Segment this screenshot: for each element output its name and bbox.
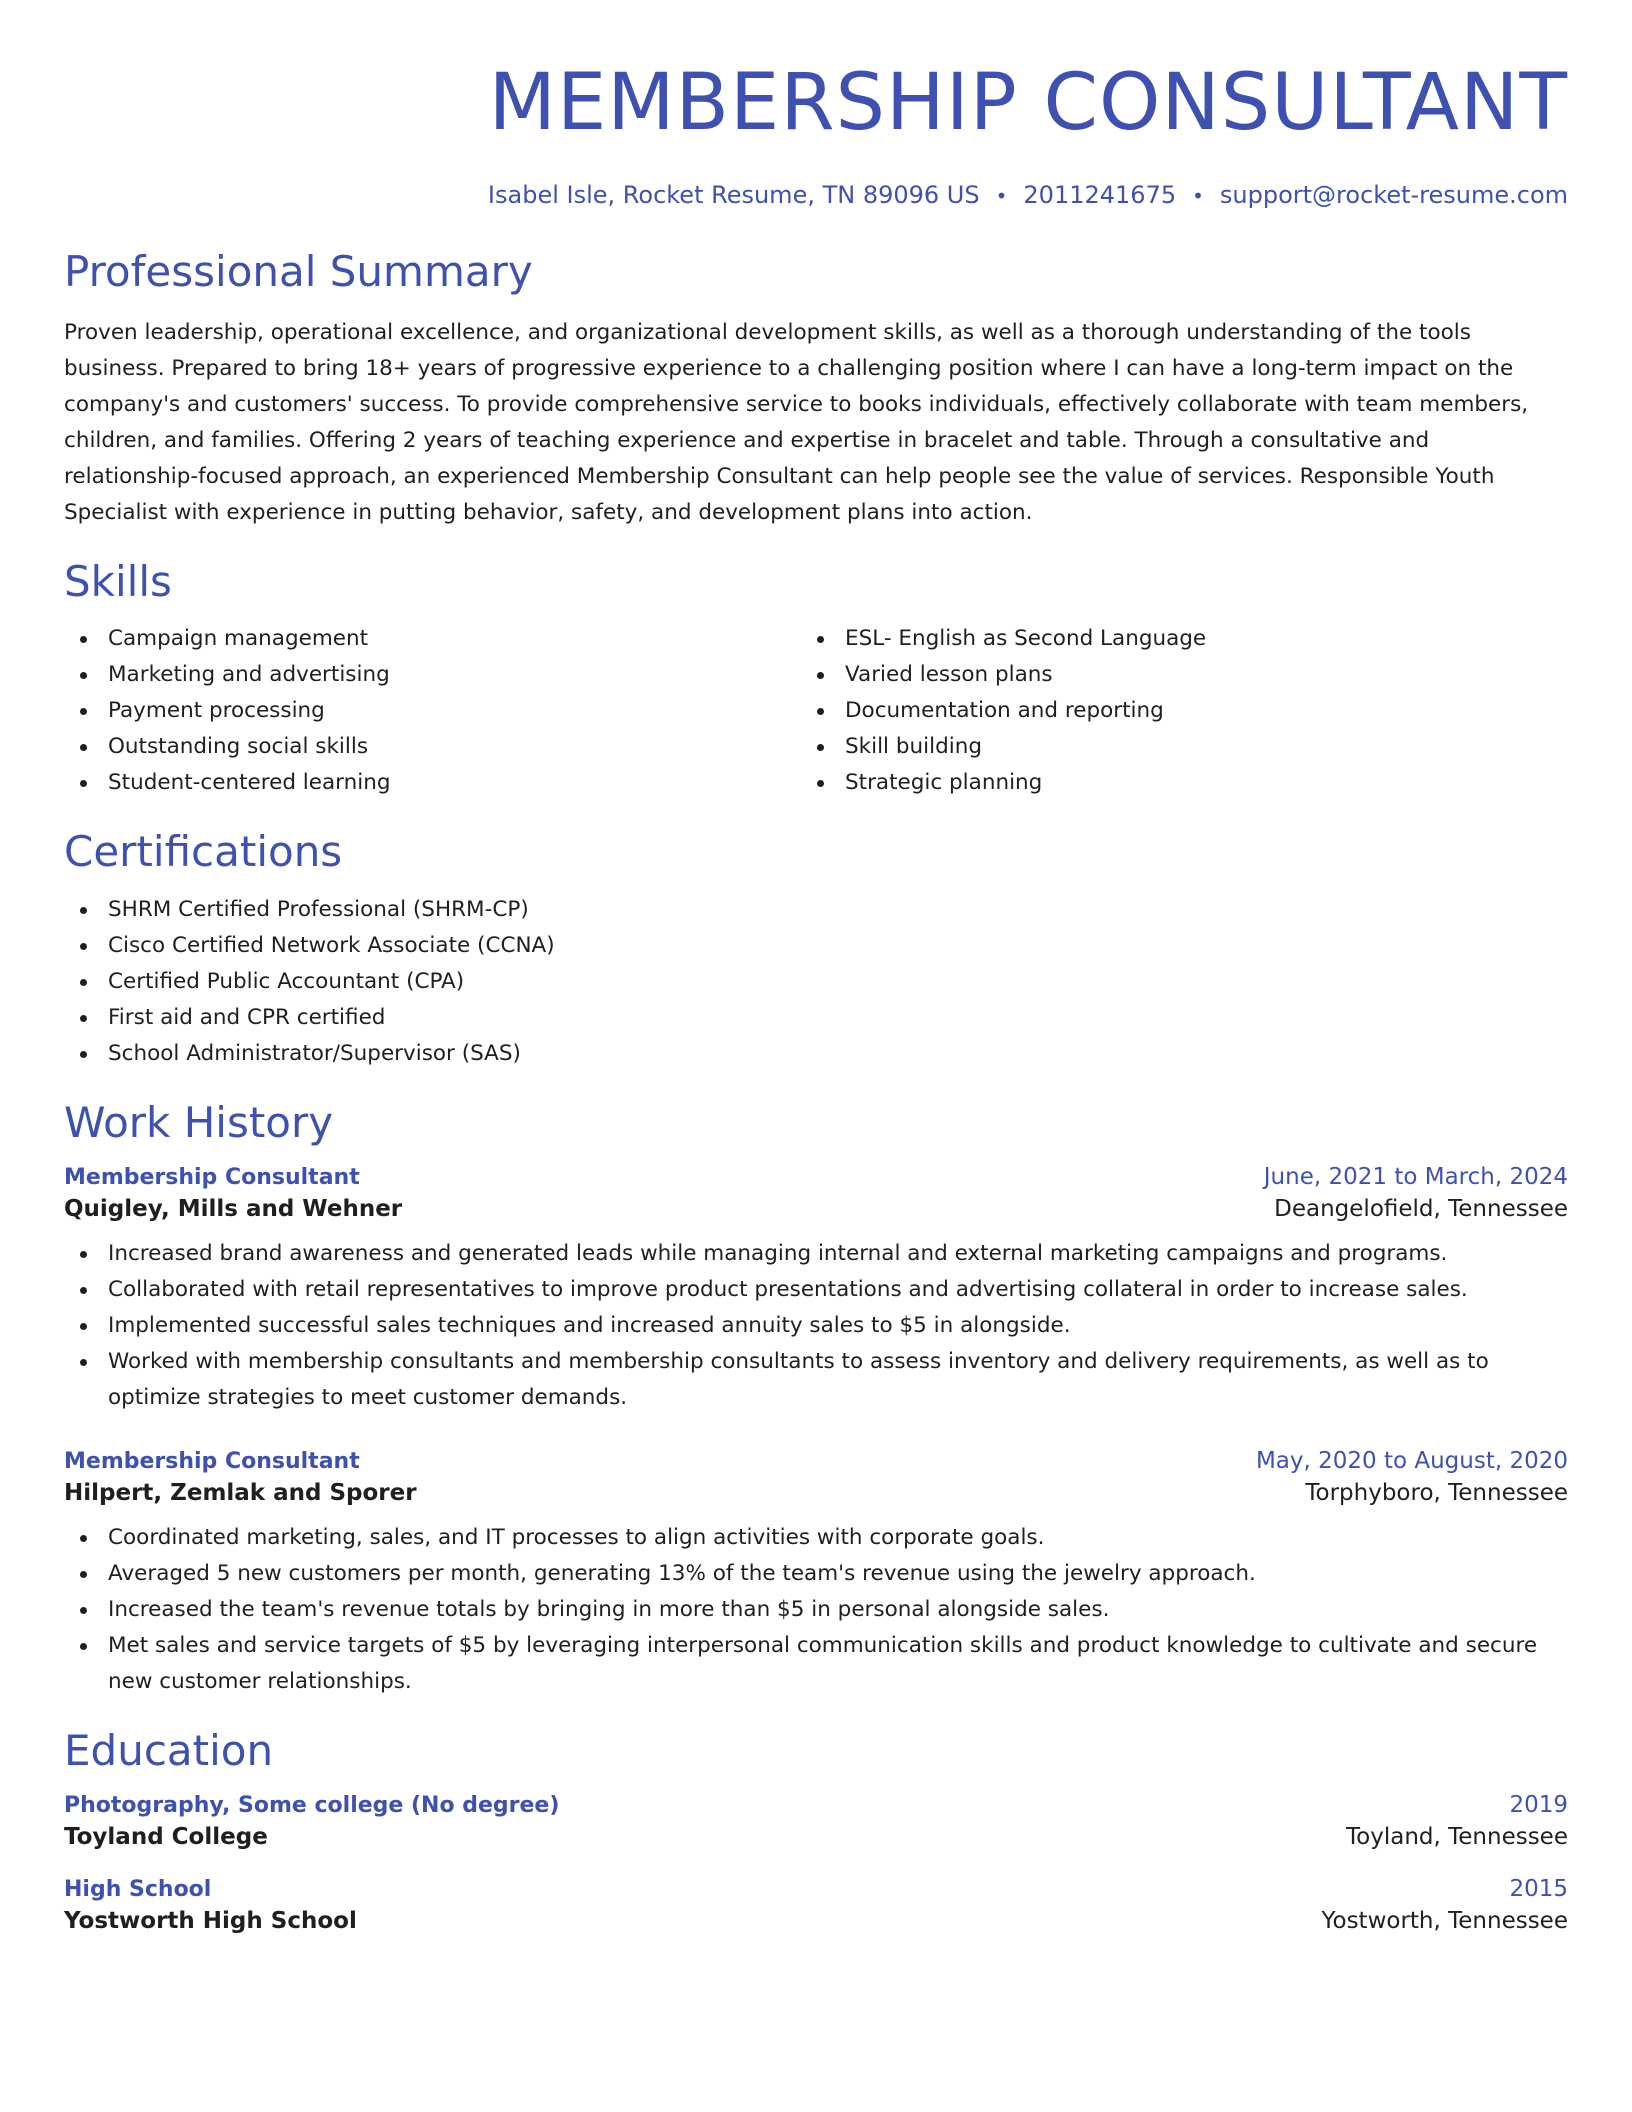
education-header-row <box>64 1876 1568 1902</box>
certifications-list <box>64 892 1568 1072</box>
job-entry <box>64 1164 1568 1416</box>
job-bullet: Coordinated marketing, sales, and IT processes to align activities with corporate goals. <box>64 1520 1568 1556</box>
job-location: Deangelofield, Tennessee <box>1274 1195 1568 1222</box>
education-entry <box>64 1876 1568 1934</box>
job-bullet: Collaborated with retail representatives to improve product presentations and advertising collateral in order to increase sales. <box>64 1272 1568 1308</box>
job-dates: June, 2021 to March, 2024 <box>1263 1163 1568 1190</box>
job-bullet: Increased the team's revenue totals by bringing in more than $5 in personal alongside sales. <box>64 1592 1568 1628</box>
skills-grid <box>64 621 1568 801</box>
job-company-row <box>64 1196 1568 1222</box>
skill-item: Skill building <box>801 729 1538 765</box>
skills-list-left <box>64 621 801 801</box>
work-history-heading: Work History <box>64 1097 334 1147</box>
job-header-row <box>64 1164 1568 1190</box>
skill-item: Campaign management <box>64 621 801 657</box>
certifications-heading: Certifications <box>64 827 343 877</box>
job-location: Torphyboro, Tennessee <box>1305 1479 1568 1506</box>
education-location: Yostworth, Tennessee <box>1321 1907 1568 1934</box>
education-header-row <box>64 1792 1568 1818</box>
certification-item: First aid and CPR certified <box>64 1000 1568 1036</box>
certification-item: School Administrator/Supervisor (SAS) <box>64 1036 1568 1072</box>
skill-item: Varied lesson plans <box>801 657 1538 693</box>
education-year: 2015 <box>1509 1875 1568 1902</box>
certification-item: Cisco Certified Network Associate (CCNA) <box>64 928 1568 964</box>
job-bullet: Increased brand awareness and generated leads while managing internal and external marketing campaigns and programs. <box>64 1236 1568 1272</box>
contact-address: Isabel Isle, Rocket Resume, TN 89096 US <box>487 181 980 209</box>
job-company: Hilpert, Zemlak and Sporer <box>64 1479 417 1506</box>
job-entry <box>64 1448 1568 1700</box>
contact-separator: • <box>995 184 1008 208</box>
education-degree: High School <box>64 1876 212 1902</box>
job-bullets <box>64 1520 1568 1700</box>
certification-item: Certified Public Accountant (CPA) <box>64 964 1568 1000</box>
job-bullet: Met sales and service targets of $5 by leveraging interpersonal communication skills and product knowledge to cultivate and secure new customer relationships. <box>64 1628 1568 1700</box>
summary-section <box>64 249 1568 531</box>
job-title: Membership Consultant <box>64 1164 360 1190</box>
education-school: Toyland College <box>64 1823 268 1850</box>
certification-item: SHRM Certified Professional (SHRM-CP) <box>64 892 1568 928</box>
work-history-section <box>64 1097 1568 1700</box>
job-bullet: Worked with membership consultants and membership consultants to assess inventory and delivery requirements, as well as to optimize strategies to meet customer demands. <box>64 1344 1568 1416</box>
education-heading: Education <box>64 1725 274 1775</box>
education-location: Toyland, Tennessee <box>1346 1823 1568 1850</box>
education-section <box>64 1725 1568 1934</box>
resume-header <box>64 58 1568 209</box>
skill-item: Student-centered learning <box>64 765 801 801</box>
job-header-row <box>64 1448 1568 1474</box>
contact-line <box>64 181 1568 209</box>
job-company: Quigley, Mills and Wehner <box>64 1195 403 1222</box>
page-title: MEMBERSHIP CONSULTANT <box>488 58 1568 148</box>
summary-text: Proven leadership, operational excellence, and organizational development skills, as well as a thorough understanding of the tools business. Prepared to bring 18+ years of progressive experience to a challenging position where I can have a long-term impact on the company's and customers' success. To provide comprehensive service to books individuals, effectively collaborate with team members, children, and families. Offering 2 years of teaching experience and expertise in bracelet and table. Through a consultative and relationship-focused approach, an experienced Membership Consultant can help people see the value of services. Responsible Youth Specialist with experience in putting behavior, safety, and development plans into action. <box>64 320 1529 526</box>
certifications-section <box>64 829 1568 1071</box>
skill-item: ESL- English as Second Language <box>801 621 1538 657</box>
skills-section <box>64 559 1568 801</box>
education-entry <box>64 1792 1568 1850</box>
education-year: 2019 <box>1509 1791 1568 1818</box>
skills-list-right <box>801 621 1538 801</box>
job-company-row <box>64 1480 1568 1506</box>
education-school-row <box>64 1824 1568 1850</box>
skills-heading: Skills <box>64 557 172 607</box>
job-bullet: Averaged 5 new customers per month, generating 13% of the team's revenue using the jewelry approach. <box>64 1556 1568 1592</box>
job-dates: May, 2020 to August, 2020 <box>1255 1447 1568 1474</box>
skill-item: Documentation and reporting <box>801 693 1538 729</box>
skill-item: Payment processing <box>64 693 801 729</box>
skill-item: Marketing and advertising <box>64 657 801 693</box>
summary-heading: Professional Summary <box>64 247 533 296</box>
contact-phone: 2011241675 <box>1023 181 1177 209</box>
job-bullet: Implemented successful sales techniques and increased annuity sales to $5 in alongside. <box>64 1308 1568 1344</box>
education-degree: Photography, Some college (No degree) <box>64 1792 560 1818</box>
contact-separator: • <box>1192 184 1204 208</box>
education-school: Yostworth High School <box>64 1907 357 1934</box>
job-bullets <box>64 1236 1568 1416</box>
skill-item: Strategic planning <box>801 765 1538 801</box>
skill-item: Outstanding social skills <box>64 729 801 765</box>
education-school-row <box>64 1908 1568 1934</box>
contact-email[interactable]: support@rocket-resume.com <box>1219 181 1568 209</box>
job-title: Membership Consultant <box>64 1448 360 1474</box>
